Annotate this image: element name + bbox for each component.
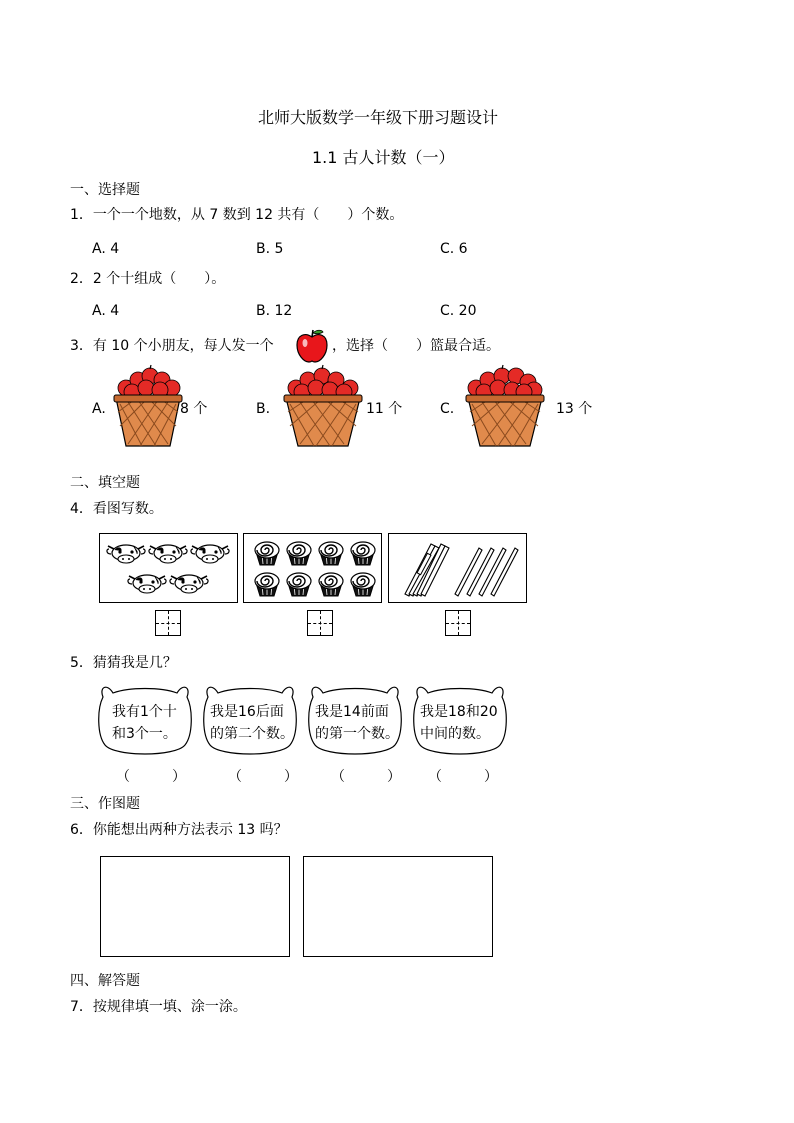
question-2-text: 2．2 个十组成（ ）。 — [70, 271, 226, 287]
bubble-1-text: 我有1个十 和3个一。 — [112, 704, 177, 742]
answer-blank-3[interactable]: （ ） — [331, 769, 401, 785]
picture-frame-cakes — [243, 533, 382, 603]
question-6-text: 6．你能想出两种方法表示 13 吗？ — [70, 822, 288, 838]
q2-option-b: B. 12 — [256, 303, 293, 319]
section-heading-choice: 一、选择题 — [70, 182, 140, 198]
picture-frame-cows — [99, 533, 238, 603]
q2-option-a: A. 4 — [92, 303, 120, 319]
q1-option-c: C. 6 — [440, 241, 468, 257]
bubble-2-text: 我是16后面 的第二个数。 — [210, 704, 294, 742]
drawing-box-1[interactable] — [100, 856, 290, 957]
bubble-3-text: 我是14前面 的第一个数。 — [315, 704, 399, 742]
q3-option-c-count: 13 个 — [556, 401, 593, 417]
question-3-text-end: ，选择（ ）篮最合适。 — [332, 338, 500, 354]
apple-basket-icon — [112, 364, 184, 450]
cow-icons — [106, 540, 232, 598]
section-heading-drawing: 三、作图题 — [70, 796, 140, 812]
q1-option-b: B. 5 — [256, 241, 284, 257]
apple-basket-icon — [282, 364, 364, 450]
q2-option-c: C. 20 — [440, 303, 477, 319]
drawing-box-2[interactable] — [303, 856, 493, 957]
answer-box-cakes[interactable] — [307, 610, 333, 636]
apple-basket-icon — [464, 364, 546, 450]
question-3-text-start: 3．有 10 个小朋友，每人发一个 — [70, 338, 274, 354]
answer-blank-1[interactable]: （ ） — [116, 769, 186, 785]
answer-box-sticks[interactable] — [445, 610, 471, 636]
q1-option-a: A. 4 — [92, 241, 120, 257]
q3-option-c-letter: C. — [440, 401, 455, 417]
counting-sticks-icon — [397, 538, 521, 600]
answer-blank-4[interactable]: （ ） — [428, 769, 498, 785]
answer-box-cows[interactable] — [155, 610, 181, 636]
lesson-subtitle: 1.1 古人计数（一） — [312, 148, 455, 167]
cake-icons — [252, 539, 376, 599]
bubble-4-text: 我是18和20 中间的数。 — [420, 704, 498, 742]
question-1-text: 1．一个一个地数，从 7 数到 12 共有（ ）个数。 — [70, 207, 404, 223]
q3-option-a-count: 8 个 — [180, 401, 208, 417]
question-4-text: 4．看图写数。 — [70, 501, 163, 517]
question-7-text: 7．按规律填一填、涂一涂。 — [70, 999, 247, 1015]
question-5-text: 5．猜猜我是几？ — [70, 655, 177, 671]
page-title: 北师大版数学一年级下册习题设计 — [258, 108, 499, 127]
apple-icon — [295, 328, 329, 364]
q3-option-a-letter: A. — [92, 401, 106, 417]
picture-frame-sticks — [388, 533, 527, 603]
q3-option-b-letter: B. — [256, 401, 271, 417]
section-heading-solve: 四、解答题 — [70, 973, 140, 989]
q3-option-b-count: 11 个 — [366, 401, 403, 417]
section-heading-fill: 二、填空题 — [70, 475, 140, 491]
answer-blank-2[interactable]: （ ） — [228, 769, 298, 785]
